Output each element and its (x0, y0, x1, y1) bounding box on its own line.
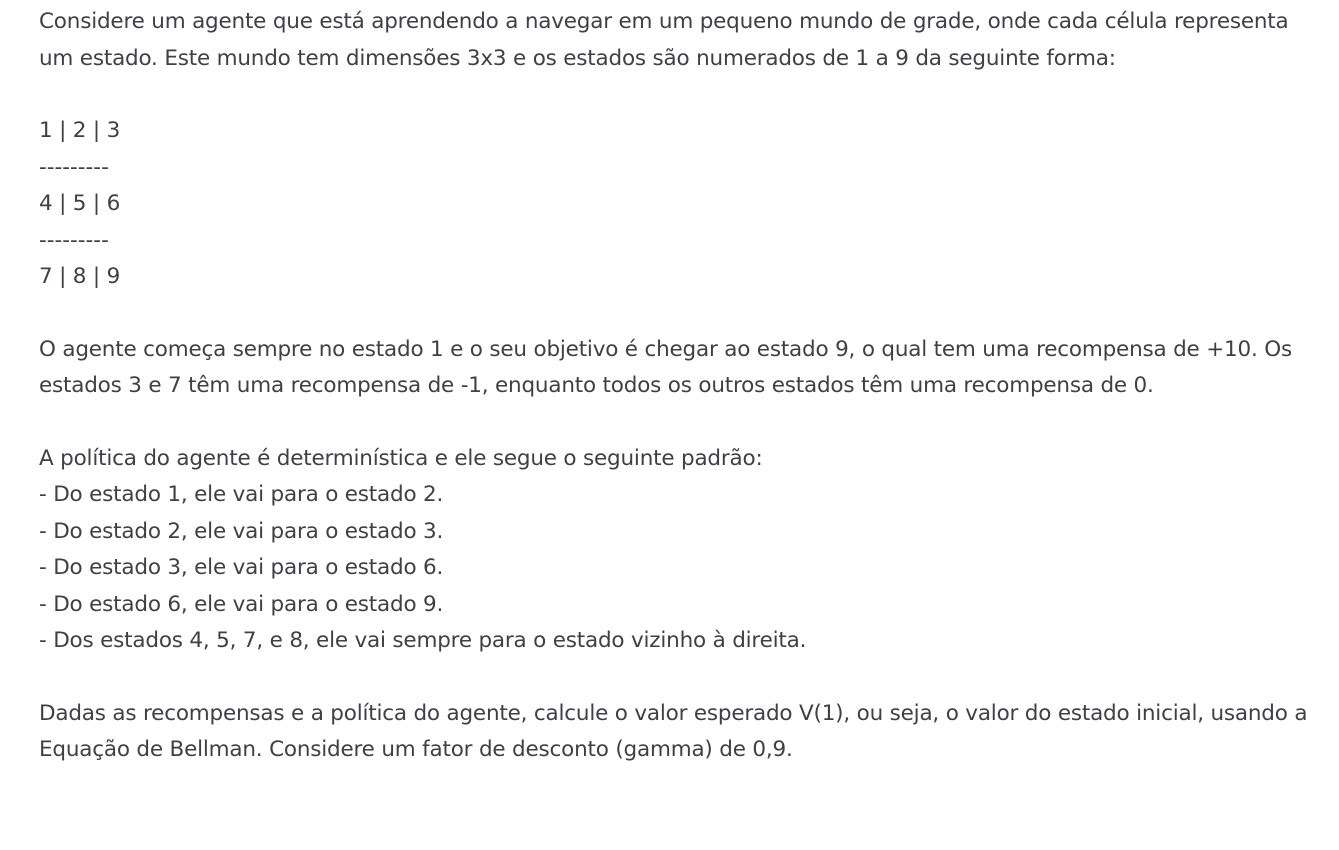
intro-paragraph: Considere um agente que está aprendendo a navegar em um pequeno mundo de grade, onde cada célula representa um estado. Este mundo tem dimensões 3x3 e os estados são numerados de 1 a 9 da seguinte forma: (39, 9, 1296, 71)
policy-list (39, 477, 1319, 660)
spacer (39, 405, 1319, 441)
policy-item-state-1: - Do estado 1, ele vai para o estado 2. (39, 482, 444, 507)
grid-row-2: 4 | 5 | 6 (39, 191, 121, 216)
spacer (39, 77, 1319, 113)
spacer (39, 296, 1319, 332)
grid-row-1: 1 | 2 | 3 (39, 118, 121, 143)
grid-row-3: 7 | 8 | 9 (39, 264, 121, 289)
grid-separator-2: --------- (39, 227, 109, 253)
policy-item-state-3: - Do estado 3, ele vai para o estado 6. (39, 555, 444, 580)
policy-intro: A política do agente é determinística e ele segue o seguinte padrão: (39, 445, 763, 471)
policy-item-state-6: - Do estado 6, ele vai para o estado 9. (39, 591, 444, 617)
policy-item-other-states: - Dos estados 4, 5, 7, e 8, ele vai sempre para o estado vizinho à direita. (39, 628, 807, 653)
grid-separator-1: --------- (39, 154, 109, 180)
spacer (39, 660, 1319, 696)
grid-diagram (39, 113, 1319, 296)
question-paragraph: Dadas as recompensas e a política do agente, calcule o valor esperado V(1), ou seja, o valor do estado inicial, usando a Equação de Bellman. Considere um fator de desconto (gamma) de 0,9. (39, 700, 1314, 762)
rewards-paragraph: O agente começa sempre no estado 1 e o seu objetivo é chegar ao estado 9, o qual tem uma recompensa de +10. Os estados 3 e 7 têm uma recompensa de -1, enquanto todos os outros estados têm uma recompensa de 0. (39, 336, 1299, 398)
policy-item-state-2: - Do estado 2, ele vai para o estado 3. (39, 518, 444, 544)
document-body (39, 4, 1319, 769)
